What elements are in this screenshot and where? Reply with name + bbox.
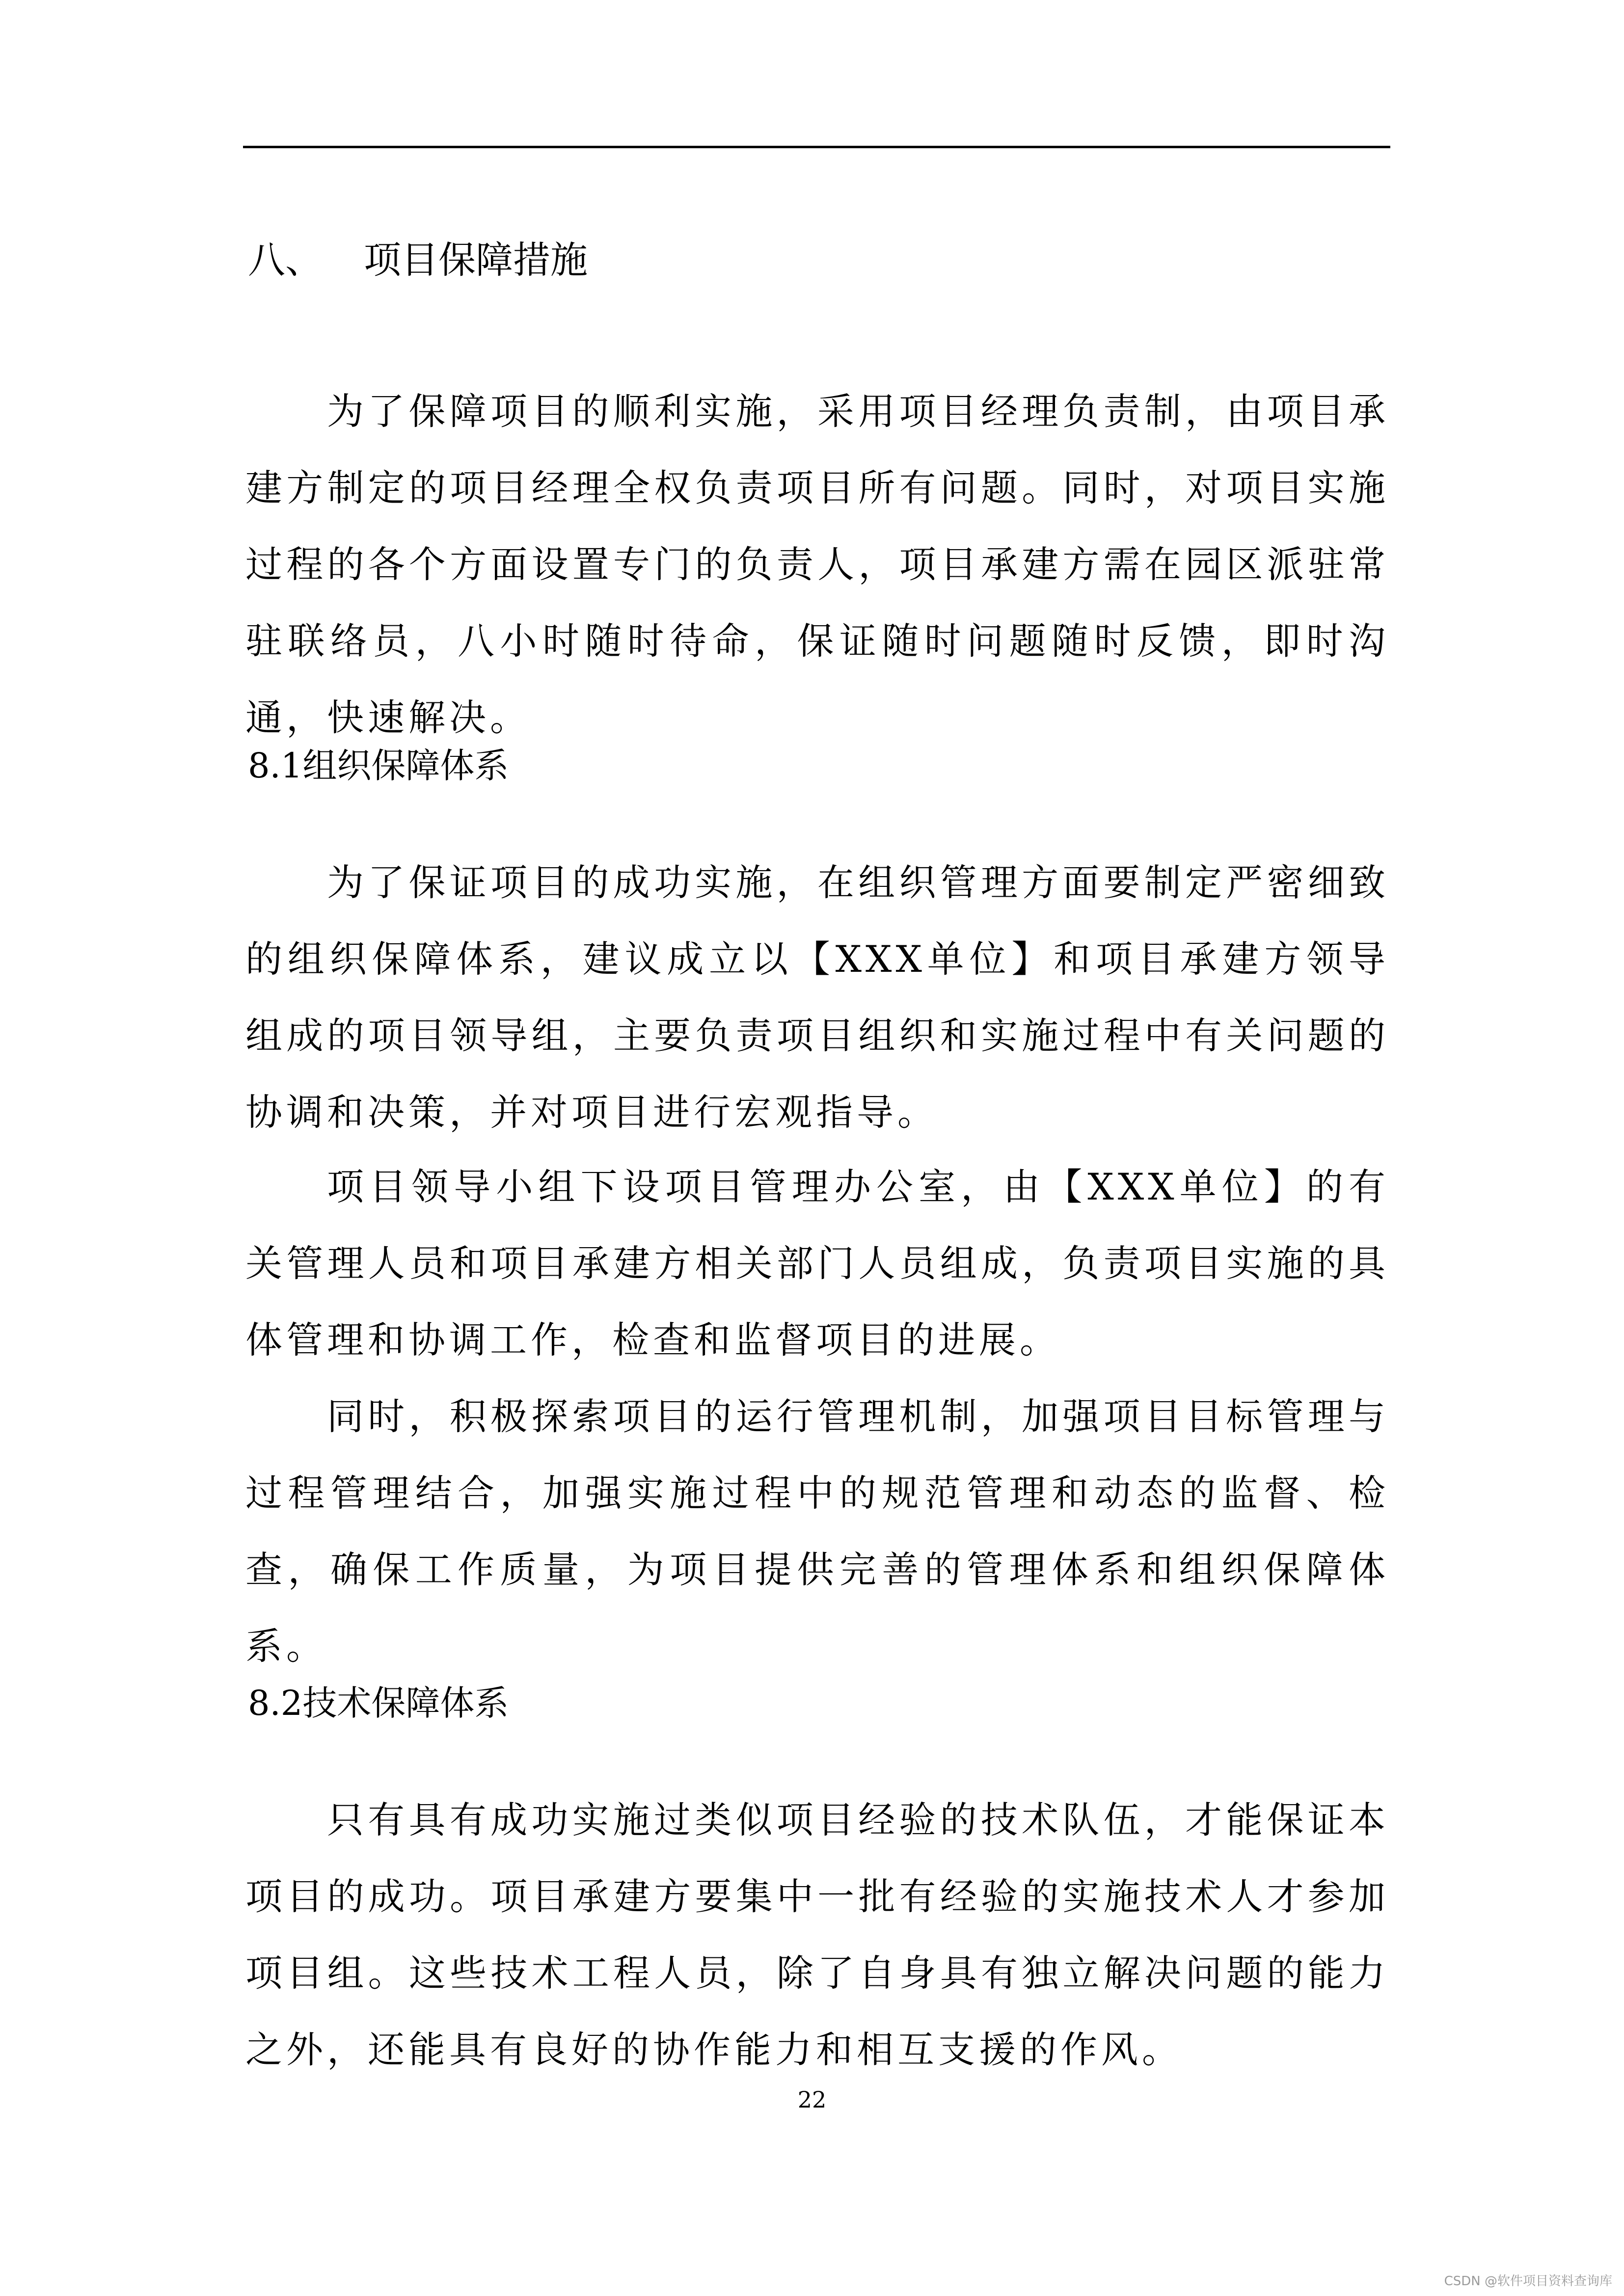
- chapter-heading: [248, 236, 588, 285]
- chapter-number: 八、: [248, 238, 323, 282]
- chapter-title: 项目保障措施: [364, 238, 588, 282]
- chapter-intro-paragraph: 为了保障项目的顺利实施，采用项目经理负责制，由项目承建方制定的项目经理全权负责项目所有问题。同时，对项目实施过程的各个方面设置专门的负责人，项目承建方需在园区派驻常驻联络员，八小时随时待命，保证随时问题随时反馈，即时沟通，快速解决。: [245, 390, 1389, 739]
- watermark: CSDN @软件项目资料查询库: [1444, 2274, 1612, 2289]
- section-8-1-paragraph-1: 为了保证项目的成功实施，在组织管理方面要制定严密细致的组织保障体系，建议成立以【XXX单位】和项目承建方领导组成的项目领导组，主要负责项目组织和实施过程中有关问题的协调和决策，并对项目进行宏观指导。: [245, 861, 1389, 1134]
- section-8-1-paragraph-2: 项目领导小组下设项目管理办公室，由【XXX单位】的有关管理人员和项目承建方相关部门人员组成，负责项目实施的具体管理和协调工作，检查和监督项目的进展。: [245, 1165, 1389, 1362]
- header-rule: [243, 146, 1390, 148]
- section-8-1-paragraph-3: 同时，积极探索项目的运行管理机制，加强项目目标管理与过程管理结合，加强实施过程中的规范管理和动态的监督、检查，确保工作质量，为项目提供完善的管理体系和组织保障体系。: [245, 1395, 1389, 1668]
- section-heading-8-1: 8.1组织保障体系: [248, 746, 509, 786]
- section-heading-8-2: 8.2技术保障体系: [248, 1683, 509, 1723]
- section-8-2-paragraph-1: 只有具有成功实施过类似项目经验的技术队伍，才能保证本项目的成功。项目承建方要集中一批有经验的实施技术人才参加项目组。这些技术工程人员，除了自身具有独立解决问题的能力之外，还能具有良好的协作能力和相互支援的作风。: [245, 1798, 1389, 2071]
- page-number: 22: [797, 2086, 827, 2113]
